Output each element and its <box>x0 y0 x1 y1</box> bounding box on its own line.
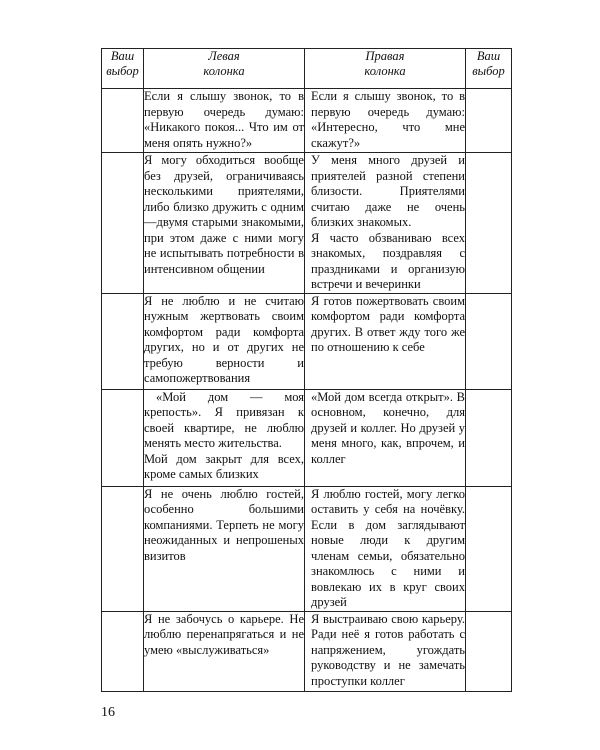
choice-cell-left[interactable] <box>102 486 144 611</box>
header-row <box>102 49 512 89</box>
right-statement <box>305 389 466 486</box>
choice-cell-right[interactable] <box>466 153 512 294</box>
right-statement <box>305 89 466 153</box>
choice-cell-left[interactable] <box>102 389 144 486</box>
left-statement <box>144 611 305 691</box>
choice-cell-right[interactable] <box>466 89 512 153</box>
choice-cell-right[interactable] <box>466 293 512 389</box>
header-left-column-line: Левая <box>208 49 240 63</box>
statement-paragraph: Я не очень люблю гостей, особенно большими компаниями. Терпеть не могу неожиданных и непрошеных визитов <box>144 486 304 563</box>
statement-paragraph: Если я слышу звонок, то в первую очередь думаю: «Никакого покоя... Что им от меня опять нужно?» <box>144 89 304 150</box>
choice-cell-right[interactable] <box>466 611 512 691</box>
statement-paragraph: Я не забочусь о карьере. Не люблю перенапрягаться и не умею «выслуживаться» <box>144 611 304 657</box>
left-statement <box>144 293 305 389</box>
statement-paragraph: Я часто обзваниваю всех знакомых, поздравляя с праздниками и организую встречи и вечеринки <box>311 230 465 291</box>
left-statement <box>144 389 305 486</box>
header-choice-right <box>466 49 512 89</box>
choice-cell-right[interactable] <box>466 486 512 611</box>
header-right-column-line: колонка <box>364 64 406 78</box>
table-row <box>102 153 512 294</box>
right-statement <box>305 153 466 294</box>
statement-paragraph: Я выстраиваю свою карьеру. Ради неё я готов работать с напряжением, угождать руководству и не замечать проступки коллег <box>311 611 465 688</box>
statement-paragraph: Я не люблю и не считаю нужным жертвовать своим комфортом ради комфорта других, но и от других не требую верности и самопожертвования <box>144 293 304 385</box>
header-choice-left <box>102 49 144 89</box>
statement-paragraph: Если я слышу звонок, то в первую очередь думаю: «Интересно, что мне скажут?» <box>311 89 465 150</box>
right-statement <box>305 611 466 691</box>
right-statement <box>305 293 466 389</box>
statement-paragraph: У меня много друзей и приятелей разной степени близости. Приятелями считаю даже не очень близких знакомых. <box>311 153 465 229</box>
table-row <box>102 389 512 486</box>
table-row <box>102 293 512 389</box>
left-statement <box>144 486 305 611</box>
page-number: 16 <box>101 705 115 720</box>
header-choice-left-line: Ваш <box>110 49 135 63</box>
choice-cell-left[interactable] <box>102 293 144 389</box>
left-statement <box>144 89 305 153</box>
choice-cell-left[interactable] <box>102 89 144 153</box>
header-choice-left-line: выбор <box>106 64 139 78</box>
choice-cell-right[interactable] <box>466 389 512 486</box>
header-right-column-line: Правая <box>365 49 405 63</box>
statement-paragraph: Мой дом закрыт для всех, кроме самых близких <box>144 451 304 481</box>
choice-cell-left[interactable] <box>102 153 144 294</box>
right-statement <box>305 486 466 611</box>
table-row <box>102 486 512 611</box>
left-statement <box>144 153 305 294</box>
table-row <box>102 611 512 691</box>
statement-paragraph: «Мой дом — моя крепость». Я привязан к своей квартире, не люблю менять место жительства. <box>144 389 304 450</box>
statement-paragraph: Я люблю гостей, могу легко оставить у себя на ночёвку. Если в дом заглядывают новые люди к другим членам семьи, обязательно знакомлюсь с ними и вовлекаю их в круг своих друзей <box>311 486 465 609</box>
statement-paragraph: Я готов пожертвовать своим комфортом ради комфорта других. В ответ жду того же по отношению к себе <box>311 293 465 354</box>
choice-cell-left[interactable] <box>102 611 144 691</box>
header-left-column <box>144 49 305 89</box>
statement-paragraph: Я могу обходиться вообще без друзей, ограничиваясь несколькими приятелями, либо близко дружить с одним—двумя старыми знакомыми, при этом даже с ними могу не испытывать потребности в интенсивном общении <box>144 153 304 276</box>
header-right-column <box>305 49 466 89</box>
table-row <box>102 89 512 153</box>
header-choice-right-line: выбор <box>472 64 505 78</box>
header-choice-right-line: Ваш <box>476 49 501 63</box>
statement-paragraph: «Мой дом всегда открыт». В основном, конечно, для друзей и коллег. Но друзей у меня много, как, впрочем, и коллег <box>311 389 465 466</box>
header-left-column-line: колонка <box>203 64 245 78</box>
choice-table <box>101 48 512 692</box>
